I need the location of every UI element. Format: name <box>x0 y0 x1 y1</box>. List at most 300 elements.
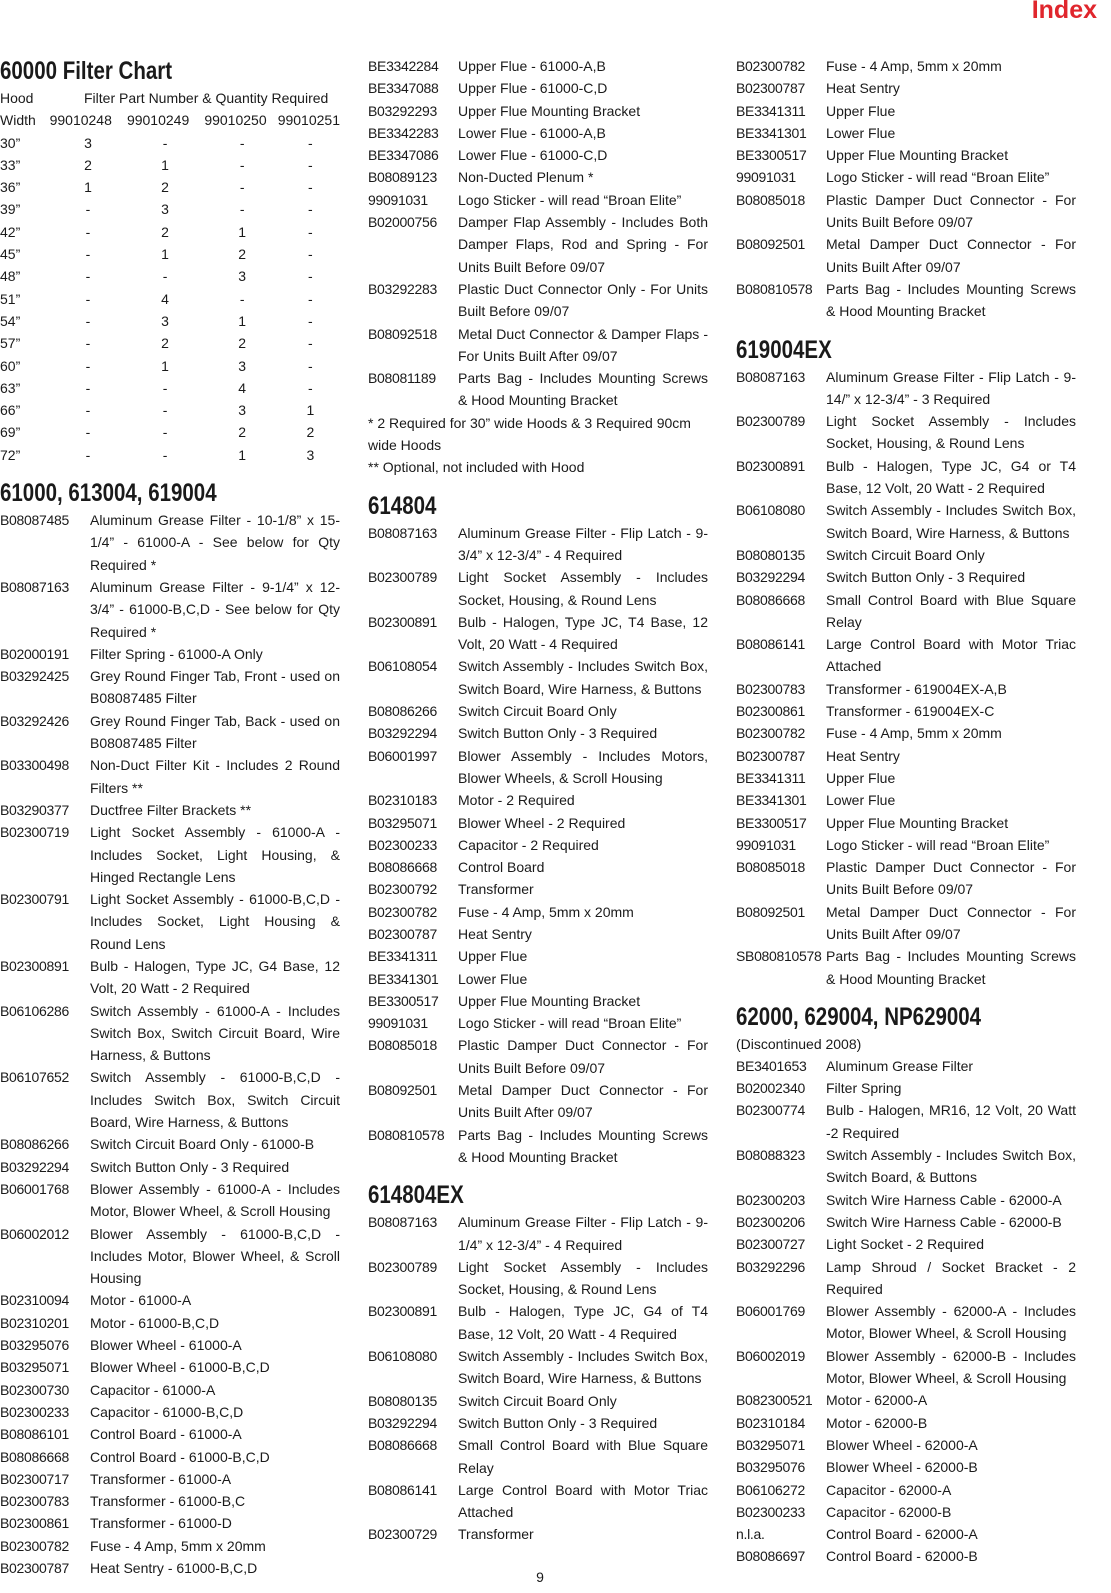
chart-width-cell: 66” <box>0 402 21 419</box>
chart-width-cell: 69” <box>0 424 21 441</box>
part-number: BE3341301 <box>736 792 807 809</box>
part-number: B02300206 <box>736 1213 805 1230</box>
chart-qty-cell: 1 <box>161 357 169 374</box>
part-description: Upper Flue <box>826 102 896 119</box>
part-description: Fuse - 4 Amp, 5mm x 20mm <box>826 58 1002 74</box>
chart-qty-cell: - <box>308 268 313 285</box>
part-row <box>736 1389 1076 1411</box>
part-number: B02300782 <box>368 903 437 920</box>
chart-qty-cell: 1 <box>161 156 169 173</box>
part-description: Parts Bag - Includes Mounting Screws & Hood Mounting Bracket <box>458 1126 708 1165</box>
part-number: B02300891 <box>736 457 805 474</box>
chart-part-col: 99010251 <box>277 112 340 129</box>
parts-list <box>368 55 708 412</box>
part-description: Lower Flue <box>458 970 528 987</box>
part-number: B02300791 <box>0 891 69 908</box>
part-description: Blower Assembly - 62000-B - Includes Motor, Blower Wheel, & Scroll Housing <box>826 1347 1076 1387</box>
part-row <box>736 189 1076 234</box>
part-row <box>736 678 1076 700</box>
part-number: BE3342284 <box>368 58 439 74</box>
part-number: 99091031 <box>736 836 796 853</box>
part-row <box>0 955 340 1000</box>
parts-list <box>368 522 708 1169</box>
part-row <box>368 1256 708 1301</box>
part-row <box>736 144 1076 166</box>
part-row <box>0 1289 340 1311</box>
part-description: Switch Circuit Board Only <box>458 1392 617 1409</box>
chart-qty-cell: 4 <box>161 290 169 307</box>
chart-row <box>0 421 340 443</box>
section-614804 <box>368 490 708 1169</box>
part-description: Blower Wheel - 61000-B,C,D <box>90 1359 270 1376</box>
part-description: Bulb - Halogen, Type JC, G4 or T4 Base, 12 Volt, 20 Watt - 2 Required <box>826 457 1076 497</box>
part-description: Lamp Shroud / Socket Bracket - 2 Required <box>826 1258 1076 1297</box>
part-number: B08085018 <box>368 1037 437 1054</box>
section-title: 61000, 613004, 619004 <box>0 479 217 508</box>
part-description: Lower Flue - 61000-A,B <box>458 124 606 141</box>
part-row <box>736 1434 1076 1456</box>
part-row <box>0 1379 340 1401</box>
chart-qty-cell: 2 <box>238 246 247 263</box>
part-number: B02300789 <box>368 569 437 586</box>
part-row <box>0 1490 340 1512</box>
chart-row <box>0 288 340 310</box>
chart-row <box>0 310 340 332</box>
part-description: Motor - 2 Required <box>458 792 575 809</box>
part-number: B03295071 <box>0 1359 69 1376</box>
part-number: B06106272 <box>736 1481 805 1498</box>
part-number: B02002340 <box>736 1080 805 1097</box>
chart-hood-label: Hood <box>0 90 34 106</box>
part-description: Switch Assembly - 61000-B,C,D - Includes Switch Box, Switch Circuit Board, Wire Harness, & Buttons <box>90 1069 340 1131</box>
part-row <box>368 1012 708 1034</box>
chart-row <box>0 444 340 466</box>
part-number: B06001769 <box>736 1303 805 1320</box>
part-row <box>0 1178 340 1223</box>
part-number: B08080135 <box>736 546 805 563</box>
part-description: Blower Wheel - 2 Required <box>458 814 626 831</box>
chart-qty-cell: - <box>162 424 168 441</box>
part-number: B08088323 <box>736 1147 805 1164</box>
part-description: Upper Flue Mounting Bracket <box>458 992 641 1009</box>
part-description: Motor - 62000-B <box>826 1414 928 1431</box>
part-description: Logo Sticker - will read “Broan Elite” <box>826 836 1050 853</box>
chart-qty-cell: - <box>162 134 168 151</box>
part-description: Plastic Damper Duct Connector - For Units Built Before 09/07 <box>826 859 1076 898</box>
part-number: B02300730 <box>0 1381 69 1398</box>
section-title: 62000, 629004, NP629004 <box>736 1002 982 1031</box>
parts-list <box>0 509 340 1579</box>
chart-qty-cell: - <box>85 446 91 463</box>
part-description: Non-Ducted Plenum * <box>458 169 594 186</box>
section-61000 <box>0 477 340 1579</box>
part-description: Blower Wheel - 62000-B <box>826 1459 978 1476</box>
part-description: Switch Button Only - 3 Required <box>458 725 658 742</box>
part-row <box>736 1144 1076 1189</box>
part-description: Control Board <box>458 859 545 876</box>
part-row <box>368 901 708 923</box>
part-number: B02310201 <box>0 1314 69 1331</box>
part-number: B08092501 <box>736 236 805 253</box>
part-number: B02000191 <box>0 645 69 662</box>
part-description: Grey Round Finger Tab, Front - used on B08087485 Filter <box>90 668 340 707</box>
part-row <box>736 1412 1076 1434</box>
part-row <box>368 1211 708 1256</box>
part-description: Aluminum Grease Filter - 9-1/4” x 12-3/4” - 61000-B,C,D - See below for Qty Required * <box>90 578 340 640</box>
part-description: Upper Flue <box>826 769 896 786</box>
chart-qty-cell: - <box>239 179 245 196</box>
part-row <box>0 1223 340 1290</box>
part-description: Lower Flue <box>826 792 896 809</box>
part-description: Non-Duct Filter Kit - Includes 2 Round Filters ** <box>90 757 340 796</box>
chart-part-col: 99010249 <box>126 112 190 129</box>
chart-row <box>0 154 340 176</box>
chart-qty-cell: 2 <box>238 335 247 352</box>
part-description: Control Board - 61000-A <box>90 1426 242 1443</box>
part-number: B02300717 <box>0 1470 69 1487</box>
part-number: 99091031 <box>736 169 796 186</box>
part-number: BE3300517 <box>736 814 807 831</box>
part-number: B02300787 <box>0 1560 69 1576</box>
part-description: Light Socket Assembly - Includes Socket, Housing, & Round Lens <box>458 569 708 608</box>
chart-qty-cell: - <box>85 201 91 218</box>
chart-width-cell: 60” <box>0 357 21 374</box>
chart-width-cell: 54” <box>0 312 21 329</box>
part-row <box>368 1434 708 1479</box>
part-row <box>736 566 1076 588</box>
part-description: Light Socket Assembly - 61000-B,C,D - Includes Socket, Light Housing & Round Lens <box>90 891 340 952</box>
part-description: Switch Button Only - 3 Required <box>90 1158 290 1175</box>
part-row <box>368 1300 708 1345</box>
chart-qty-cell: - <box>85 290 91 307</box>
index-link[interactable]: Index <box>1031 0 1097 24</box>
part-number: BE3341311 <box>736 769 806 786</box>
chart-width-cell: 57” <box>0 335 21 352</box>
part-row <box>736 1077 1076 1099</box>
chart-width-cell: 45” <box>0 246 21 263</box>
chart-qty-cell: - <box>85 335 91 352</box>
chart-qty-cell: - <box>162 379 168 396</box>
part-row <box>0 754 340 799</box>
part-number: B02000756 <box>368 214 437 231</box>
part-number: B02300783 <box>0 1493 69 1510</box>
part-description: Bulb - Halogen, MR16, 12 Volt, 20 Watt -2 Required <box>826 1102 1076 1141</box>
part-description: Metal Damper Duct Connector - For Units Built After 09/07 <box>458 1082 708 1121</box>
part-description: Grey Round Finger Tab, Back - used on B08087485 Filter <box>90 712 340 752</box>
part-row <box>0 1446 340 1468</box>
part-row <box>736 745 1076 767</box>
part-number: BE3341311 <box>736 102 806 119</box>
part-number: B02300891 <box>0 957 69 974</box>
section-title: 619004EX <box>736 335 832 364</box>
part-description: Switch Assembly - Includes Switch Box, Switch Board, Wire Harness, & Buttons <box>458 1348 708 1387</box>
part-number: B02300787 <box>736 80 805 97</box>
part-description: Switch Wire Harness Cable - 62000-A <box>826 1191 1062 1208</box>
part-row <box>368 367 708 412</box>
chart-qty-cell: 1 <box>306 402 315 419</box>
part-number: B06002012 <box>0 1225 69 1242</box>
part-row <box>368 211 708 278</box>
part-row <box>736 1456 1076 1478</box>
part-description: Lower Flue <box>826 124 896 141</box>
part-number: B03290377 <box>0 801 69 818</box>
chart-qty-cell: 1 <box>161 246 169 263</box>
part-number: B08086668 <box>368 1437 437 1454</box>
part-description: Control Board - 62000-B <box>826 1548 978 1565</box>
part-description: Small Control Board with Blue Square Relay <box>458 1437 708 1476</box>
part-description: Lower Flue - 61000-C,D <box>458 147 608 164</box>
part-number: B03292294 <box>0 1158 69 1175</box>
part-description: Blower Assembly - 61000-A - Includes Motor, Blower Wheel, & Scroll Housing <box>90 1180 340 1220</box>
part-description: Light Socket Assembly - Includes Socket, Housing, & Round Lens <box>826 413 1076 452</box>
part-number: B06108054 <box>368 658 437 675</box>
chart-qty-cell: 2 <box>306 424 315 441</box>
part-description: Switch Button Only - 3 Required <box>826 569 1026 586</box>
chart-row <box>0 132 340 154</box>
part-row <box>368 745 708 790</box>
part-row <box>736 100 1076 122</box>
part-number: B02300233 <box>0 1403 69 1420</box>
part-number: B03292293 <box>368 102 437 119</box>
part-number: B08086266 <box>0 1136 69 1153</box>
part-number: B08086101 <box>0 1426 69 1443</box>
page-number: 9 <box>536 1569 544 1585</box>
part-number: B03295071 <box>368 814 437 831</box>
chart-qty-cell: - <box>308 201 313 218</box>
part-description: Fuse - 4 Amp, 5mm x 20mm <box>458 903 634 920</box>
part-description: Capacitor - 2 Required <box>458 836 599 853</box>
part-description: Metal Duct Connector & Damper Flaps - For Units Built After 09/07 <box>458 325 708 364</box>
part-number: BE3401653 <box>736 1057 807 1074</box>
chart-qty-cell: 2 <box>84 156 92 173</box>
part-number: B03292426 <box>0 712 69 729</box>
part-description: Blower Assembly - Includes Motors, Blower Wheels, & Scroll Housing <box>458 747 708 786</box>
part-row <box>368 856 708 878</box>
part-description: Transformer - 61000-B,C <box>90 1493 246 1510</box>
chart-row <box>0 332 340 354</box>
part-row <box>736 410 1076 455</box>
chart-qty-cell: - <box>162 268 168 285</box>
part-row <box>736 544 1076 566</box>
part-row <box>736 767 1076 789</box>
section-61000-continued <box>368 55 708 479</box>
part-description: Metal Damper Duct Connector - For Units Built After 09/07 <box>826 903 1076 942</box>
part-description: Switch Circuit Board Only <box>826 546 985 563</box>
parts-list <box>736 1055 1076 1568</box>
part-number: B03292425 <box>0 668 69 685</box>
chart-width-cell: 72” <box>0 446 21 463</box>
section-619004EX <box>736 334 1076 990</box>
part-number: B08086266 <box>368 703 437 720</box>
chart-header-2 <box>0 109 340 131</box>
part-number: B03292294 <box>368 1414 437 1431</box>
part-description: Logo Sticker - will read “Broan Elite” <box>458 1015 682 1032</box>
chart-width-cell: 63” <box>0 379 21 396</box>
part-number: B08085018 <box>736 859 805 876</box>
chart-qty-cell: - <box>85 223 91 240</box>
part-number: B080810578 <box>368 1126 445 1143</box>
part-number: BE3300517 <box>368 992 439 1009</box>
chart-qty-cell: - <box>85 357 91 374</box>
chart-qty-cell: - <box>162 446 168 463</box>
column-2 <box>368 55 708 1557</box>
part-description: Light Socket Assembly - 61000-A - Includes Socket, Light Housing, & Hinged Rectangle Lens <box>90 824 340 885</box>
part-number: B08092501 <box>736 903 805 920</box>
part-row <box>736 789 1076 811</box>
part-description: Light Socket Assembly - Includes Socket, Housing, & Round Lens <box>458 1258 708 1298</box>
part-row <box>368 522 708 567</box>
part-number: B03295071 <box>736 1436 805 1453</box>
part-description: Ductfree Filter Brackets ** <box>90 801 252 818</box>
part-description: Aluminum Grease Filter - Flip Latch - 9-3/4” x 12-3/4” - 4 Required <box>458 524 708 563</box>
part-number: B02300203 <box>736 1191 805 1208</box>
chart-header-label: Filter Part Number & Quantity Required <box>84 90 329 106</box>
part-row <box>0 1156 340 1178</box>
filter-chart <box>0 55 340 466</box>
part-row <box>368 1390 708 1412</box>
chart-qty-cell: - <box>308 312 313 329</box>
part-number: B03295076 <box>0 1337 69 1354</box>
chart-row <box>0 399 340 421</box>
part-row <box>736 633 1076 678</box>
part-description: Switch Circuit Board Only <box>458 703 617 720</box>
part-row <box>0 1133 340 1155</box>
part-description: Motor - 61000-B,C,D <box>90 1314 220 1331</box>
part-number: BE3347086 <box>368 147 439 164</box>
part-number: BE3342283 <box>368 124 439 141</box>
part-description: Switch Button Only - 3 Required <box>458 1414 658 1431</box>
chart-width-cell: 30” <box>0 134 21 151</box>
part-number: B08087163 <box>368 1214 437 1231</box>
section-614804EX-continued <box>736 55 1076 323</box>
part-description: Capacitor - 62000-B <box>826 1503 952 1520</box>
part-number: B08086697 <box>736 1548 805 1565</box>
part-row <box>368 1079 708 1124</box>
part-description: Control Board - 61000-B,C,D <box>90 1448 270 1465</box>
part-description: Bulb - Halogen, Type JC, G4 of T4 Base, 12 Volt, 20 Watt - 4 Required <box>458 1303 708 1342</box>
part-row <box>0 1512 340 1534</box>
part-description: Aluminum Grease Filter - Flip Latch - 9-1/4” x 12-3/4” - 4 Required <box>458 1214 708 1253</box>
part-number: B02300233 <box>736 1503 805 1520</box>
part-row <box>368 566 708 611</box>
part-row <box>0 643 340 665</box>
section-subtitle: (Discontinued 2008) <box>736 1035 862 1052</box>
chart-qty-cell: 3 <box>238 357 247 374</box>
part-number: B08086668 <box>368 859 437 876</box>
part-description: Heat Sentry <box>826 80 900 97</box>
section-614804EX <box>368 1179 708 1545</box>
part-number: B02300787 <box>368 925 437 942</box>
part-description: Fuse - 4 Amp, 5mm x 20mm <box>90 1537 266 1554</box>
column-1 <box>0 55 340 1590</box>
section-title: 614804EX <box>368 1181 464 1210</box>
chart-qty-cell: - <box>239 201 245 218</box>
part-row <box>0 710 340 755</box>
chart-width-cell: 33” <box>0 156 21 173</box>
chart-qty-cell: - <box>308 223 313 240</box>
part-row <box>736 122 1076 144</box>
part-row <box>368 1523 708 1545</box>
part-number: B02300783 <box>736 680 805 697</box>
chart-qty-cell: - <box>308 335 313 352</box>
part-number: B02300782 <box>736 725 805 742</box>
chart-width-cell: 42” <box>0 223 21 240</box>
part-row <box>368 189 708 211</box>
part-description: Filter Spring <box>826 1080 902 1097</box>
chart-width-cell: 39” <box>0 201 21 218</box>
part-description: Small Control Board with Blue Square Relay <box>826 591 1076 630</box>
part-number: B03292294 <box>736 569 805 586</box>
chart-row <box>0 377 340 399</box>
part-description: Transformer - 619004EX-C <box>826 703 995 720</box>
part-number: B02300891 <box>368 1303 437 1320</box>
part-description: Switch Assembly - Includes Switch Box, Switch Board, & Buttons <box>826 1147 1076 1186</box>
part-row <box>368 100 708 122</box>
part-number: B06106286 <box>0 1002 69 1019</box>
part-row <box>368 722 708 744</box>
part-description: Heat Sentry <box>826 747 900 764</box>
chart-qty-cell: - <box>85 402 91 419</box>
part-number: B080810578 <box>736 280 813 297</box>
part-description: Transformer <box>458 881 534 898</box>
part-number: B082300521 <box>736 1392 813 1409</box>
part-description: Plastic Damper Duct Connector - For Units Built Before 09/07 <box>826 191 1076 231</box>
part-row <box>0 1535 340 1557</box>
part-description: Blower Wheel - 61000-A <box>90 1337 242 1354</box>
part-row <box>736 1523 1076 1545</box>
chart-qty-cell: - <box>162 402 168 419</box>
part-number: n.l.a. <box>736 1526 765 1543</box>
part-description: Large Control Board with Motor Triac Attached <box>458 1481 708 1521</box>
part-number: B03292296 <box>736 1258 805 1275</box>
part-description: Upper Flue - 61000-C,D <box>458 80 608 97</box>
part-row <box>0 1356 340 1378</box>
part-number: B02300782 <box>736 58 805 74</box>
part-number: B08081189 <box>368 370 436 387</box>
part-row <box>736 1300 1076 1345</box>
chart-qty-cell: 1 <box>238 223 247 240</box>
part-row <box>368 278 708 323</box>
part-number: B03292294 <box>368 725 437 742</box>
part-description: Capacitor - 61000-B,C,D <box>90 1403 244 1420</box>
part-number: 99091031 <box>368 1015 428 1032</box>
part-number: B02300233 <box>368 836 437 853</box>
part-number: BE3341301 <box>368 970 439 987</box>
part-number: B02300727 <box>736 1236 805 1253</box>
part-number: B06001768 <box>0 1180 69 1197</box>
part-row <box>0 1312 340 1334</box>
part-number: B02300789 <box>736 413 805 430</box>
part-number: B02310184 <box>736 1414 805 1431</box>
footnote-1: * 2 Required for 30” wide Hoods & 3 Required 90cm wide Hoods <box>368 414 691 454</box>
chart-width-cell: 36” <box>0 179 21 196</box>
chart-width-cell: 51” <box>0 290 21 307</box>
chart-row <box>0 355 340 377</box>
part-row <box>0 509 340 576</box>
part-row <box>368 968 708 990</box>
part-number: B06108080 <box>368 1348 437 1365</box>
chart-qty-cell: 3 <box>238 402 247 419</box>
part-description: Transformer - 61000-D <box>90 1515 232 1532</box>
part-description: Parts Bag - Includes Mounting Screws & Hood Mounting Bracket <box>826 280 1076 320</box>
part-row <box>736 366 1076 411</box>
part-description: Filter Spring - 61000-A Only <box>90 645 263 662</box>
part-description: Switch Assembly - Includes Switch Box, Switch Board, Wire Harness, & Buttons <box>458 658 708 697</box>
chart-qty-cell: - <box>308 134 313 151</box>
part-number: B02300729 <box>368 1526 437 1543</box>
parts-list <box>368 1211 708 1545</box>
chart-qty-cell: - <box>239 156 245 173</box>
